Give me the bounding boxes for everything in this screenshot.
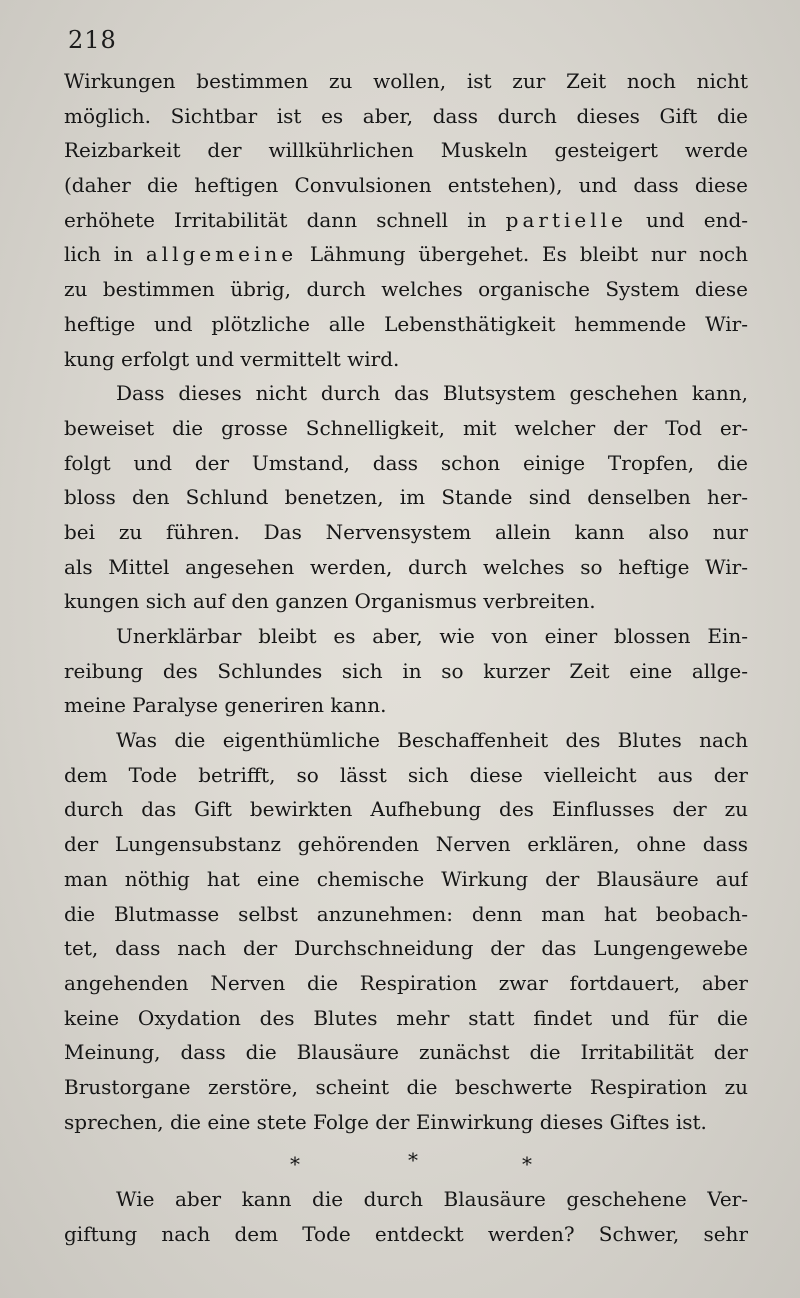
text-line <box>64 272 748 307</box>
text-segment: bei zu führen. Das Nervensystem allein kann also nur <box>64 519 748 544</box>
separator-asterisk: * <box>290 1152 300 1176</box>
text-line <box>64 897 748 932</box>
text-line <box>64 966 748 1001</box>
text-segment: und end- <box>626 207 748 232</box>
text-segment: angehenden Nerven die Respiration zwar fortdauert, aber <box>64 970 748 995</box>
text-segment: Was die eigenthümliche Beschaffenheit des Blutes nach <box>116 728 748 753</box>
text-line <box>64 619 748 654</box>
text-segment: man nöthig hat eine chemische Wirkung der Blausäure auf <box>64 866 748 891</box>
text-segment: der Lungensubstanz gehörenden Nerven erklären, ohne dass <box>64 832 748 857</box>
text-line <box>64 64 748 99</box>
text-line <box>64 411 748 446</box>
text-line <box>64 688 748 723</box>
text-segment: Lähmung übergehet. Es bleibt nur noch <box>297 242 748 267</box>
text-line <box>64 1035 748 1070</box>
text-segment: giftung nach dem Tode entdeckt werden? Schwer, sehr <box>64 1221 748 1246</box>
text-segment: keine Oxydation des Blutes mehr statt findet und für die <box>64 1005 748 1030</box>
text-segment: (daher die heftigen Convulsionen entstehen), und dass diese <box>64 173 748 198</box>
text-segment: kung erfolgt und vermittelt wird. <box>64 346 400 371</box>
text-line <box>64 931 748 966</box>
separator-asterisk: * <box>408 1148 418 1172</box>
text-segment: lich in <box>64 242 146 267</box>
text-segment: heftige und plötzliche alle Lebensthätigkeit hemmende Wir- <box>64 311 748 336</box>
text-line <box>64 792 748 827</box>
text-line <box>64 203 748 238</box>
text-line <box>64 827 748 862</box>
text-segment: dem Tode betrifft, so lässt sich diese vielleicht aus der <box>64 762 748 787</box>
text-line <box>64 342 748 377</box>
emphasized-word: partielle <box>505 207 627 232</box>
text-segment: Wirkungen bestimmen zu wollen, ist zur Zeit noch nicht <box>64 69 748 93</box>
text-line <box>64 515 748 550</box>
text-line <box>64 862 748 897</box>
text-line <box>64 99 748 134</box>
text-segment: Meinung, dass die Blausäure zunächst die Irritabilität der <box>64 1040 748 1065</box>
text-line <box>64 758 748 793</box>
separator-asterisk: * <box>522 1152 532 1176</box>
text-line <box>64 168 748 203</box>
text-line <box>64 1217 748 1252</box>
text-segment: möglich. Sichtbar ist es aber, dass durch dieses Gift die <box>64 103 748 128</box>
text-segment: meine Paralyse generiren kann. <box>64 693 387 718</box>
text-segment: die Blutmasse selbst anzunehmen: denn man hat beobach- <box>64 901 748 926</box>
text-segment: folgt und der Umstand, dass schon einige Tropfen, die <box>64 450 748 475</box>
main-text-block <box>64 64 748 1139</box>
text-segment: beweiset die grosse Schnelligkeit, mit welcher der Tod er- <box>64 415 748 440</box>
text-line <box>64 1001 748 1036</box>
text-segment: bloss den Schlund benetzen, im Stande sind denselben her- <box>64 485 748 510</box>
text-segment: erhöhete Irritabilität dann schnell in <box>64 207 506 232</box>
text-segment: reibung des Schlundes sich in so kurzer Zeit eine allge- <box>64 658 748 683</box>
text-segment: durch das Gift bewirkten Aufhebung des Einflusses der zu <box>64 797 748 822</box>
text-line <box>64 1070 748 1105</box>
text-line <box>64 654 748 689</box>
text-line <box>64 584 748 619</box>
text-line <box>64 480 748 515</box>
text-line <box>64 723 748 758</box>
page-number: 218 <box>68 26 117 54</box>
text-line <box>64 446 748 481</box>
text-line <box>64 1105 748 1140</box>
text-line <box>64 1182 748 1217</box>
emphasized-word: allgemeine <box>145 242 298 267</box>
text-segment: Reizbarkeit der willkührlichen Muskeln gesteigert werde <box>64 138 748 163</box>
text-segment: tet, dass nach der Durchschneidung der das Lungengewebe <box>64 936 748 961</box>
text-segment: Dass dieses nicht durch das Blutsystem geschehen kann, <box>116 381 748 406</box>
text-segment: Brustorgane zerstöre, scheint die beschwerte Respiration zu <box>64 1074 748 1099</box>
text-segment: kungen sich auf den ganzen Organismus verbreiten. <box>64 589 596 614</box>
text-line <box>64 133 748 168</box>
text-segment: Unerklärbar bleibt es aber, wie von einer blossen Ein- <box>116 624 748 648</box>
text-line <box>64 237 748 272</box>
text-segment: als Mittel angesehen werden, durch welches so heftige Wir- <box>64 554 748 579</box>
text-line <box>64 550 748 585</box>
text-segment: sprechen, die eine stete Folge der Einwirkung dieses Giftes ist. <box>64 1109 707 1134</box>
text-segment: zu bestimmen übrig, durch welches organische System diese <box>64 277 748 302</box>
section-separator <box>0 1148 800 1182</box>
continuation-text-block <box>64 1182 748 1251</box>
text-segment: Wie aber kann die durch Blausäure geschehene Ver- <box>116 1187 748 1211</box>
text-line <box>64 307 748 342</box>
text-line <box>64 376 748 411</box>
